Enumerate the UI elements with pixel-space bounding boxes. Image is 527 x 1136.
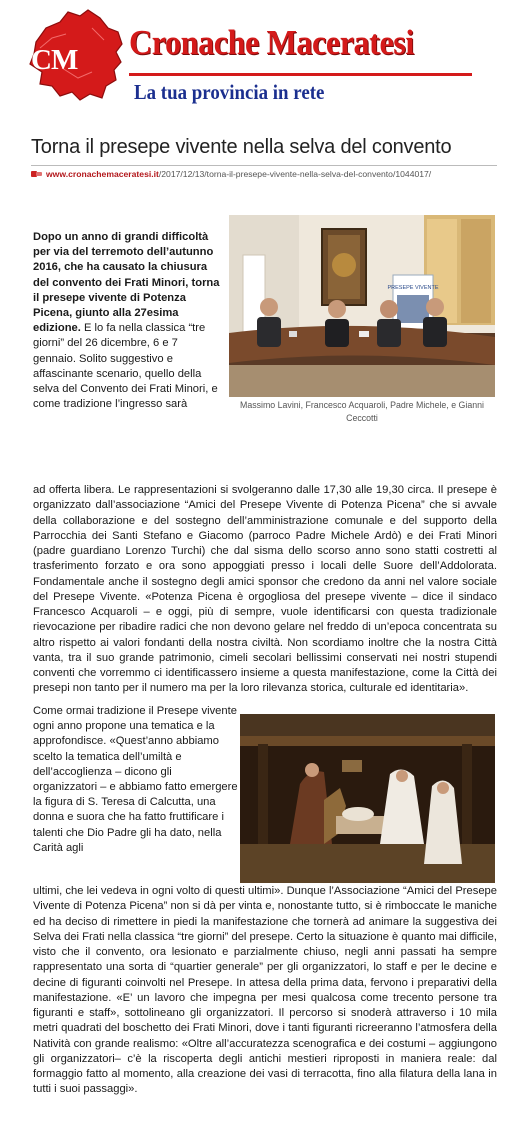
article-paragraph-2: ultimi, che lei vedeva in ogni volto di questi ultimi». Dunque l’Associazione “Amici del Presepe Vivente di Potenza Picena” non si dà per vinta e, nonostante tutto, si è rimboccate le maniche ed ha deciso di rimettere in piedi la manifestazione che tornerà ad animare la suggestiva dei Selva dei Frati nella classica “tre giorni” del presepe. Certo la situazione è quanto mai difficile, visto che il convento, ora lesionato e parzialmente chiuso, negli anni passati ha sempre rappresentato una sorta di “quartier generale” per gli organizzatori, lo staff e per le decine e decine di figuranti coinvolti nel Presepe. In attesa della prima data, fervono i preparativi della manifestazione. «E’ un lavoro che impegna per mesi qualcosa come trecento persone tra figuranti e staff», sottolineano gli organizzatori. Il percorso si snoderà attraverso i 10 mila metri quadrati del boschetto dei Frati Minori, dove i tanti figuranti ricreeranno l’atmosfera della Natività con grande realismo: «Oltre all’accuratezza scenografica e dei costumi – aggiungono gli organizzatori– c’è la riscoperta degli antichi mestieri riproposti in maniera reale: dal formaggio fatto al momento, alla creazione dei vasi di terracotta, fino alla filatura della lana in tutti i suoi passaggi». [33,885,497,1096]
photo-caption: Massimo Lavini, Francesco Acquaroli, Padre Michele, e Gianni Ceccotti [240,400,484,423]
article-url[interactable] [31,169,431,179]
lead-bold: Dopo un anno di grandi difficoltà per via del terremoto dell’autunno 2016, che ha causato la chiusura del convento dei Frati Minori, torna il presepe vivente di Potenza Picena, giunto alla 27esima edizione. [33,231,220,335]
press-conference-illustration [229,215,495,397]
logo-letters: CM [31,44,78,76]
poster-text: PRESEPE VIVENTE [387,285,439,291]
link-icon [31,170,43,178]
url-site[interactable]: www.cronachemaceratesi.it [46,169,159,179]
url-path[interactable]: /2017/12/13/torna-il-presepe-vivente-nella-selva-del-convento/1044017/ [158,169,432,179]
site-tagline: La tua provincia in rete [134,80,325,104]
article-paragraph-1: ad offerta libera. Le rappresentazioni si svolgeranno dalle 17,30 alle 19,30 circa. Il presepe è organizzato dall’associazione “Amici del Presepe Vivente di Potenza Picena” che si avvale della collaborazione e del sostegno dell’amministrazione comunale e del supporto della Parrocchia dei Santi Stefano e Giacomo (parroco Padre Michele Ardò) e dei Frati Minori (padre guardiano Lorenzo Turchi) che dal sisma dello scorso anno sono statti costretti al trasferimento forzato e ora sono appoggiati presso i locali delle Suore dell’Addolorata. Fondamentale anche il sostegno degli amici sponsor che credono da anni nel valore sociale del Presepe Vivente. «Potenza Picena è orgogliosa del presepe vivente – dice il sindaco Francesco Acquaroli – e oggi, più di sempre, vuole identificarsi con questa tradizionale rievocazione per ribadire radici che non devono gelare nel freddo di un’epoca concentrata su altro rispetto ai valori fondanti della nostra civiltà. Non scordiamo inoltre che la nostra Città vanta, tra il suo grande patrimonio, cimeli secolari bellissimi conservati nei nostri stupendi conventi che vorremmo ci identificassero insieme a questa manifestazione, come la Città dei presepi non tanto per il numero ma per la loro rilevanza storica, culturale ed identitaria». [33,484,497,695]
site-name[interactable]: Cronache Maceratesi [129,23,414,62]
article-lead [33,230,223,412]
article-title: Torna il presepe vivente nella selva del convento [31,136,452,158]
press-conference-photo [229,215,495,397]
nativity-scene-illustration [240,714,495,883]
masthead [0,0,527,118]
lead-regular: E lo fa nella classica “tre giorni” del 26 dicembre, 6 e 7 gennaio. Solito suggestivo e affascinante scenario, quello della selva del Convento dei Frati Minori, e come tradizione l’ingresso sarà [33,322,218,411]
site-name-underline [129,73,472,76]
article-paragraph-2-intro: Come ormai tradizione il Presepe vivente ogni anno propone una tematica e la approfondisce. «Quest’anno abbiamo scelto la tematica dell’umiltà e dell’accoglienza – dicono gli organizzatori – e abbiamo fatto emergere la figura di S. Teresa di Calcutta, una donna e suora che ha fatto fruttificare i talenti che Dio Padre gli ha dato, nella Carità agli [33,705,238,854]
title-divider [31,165,497,166]
nativity-scene-photo [240,714,495,883]
